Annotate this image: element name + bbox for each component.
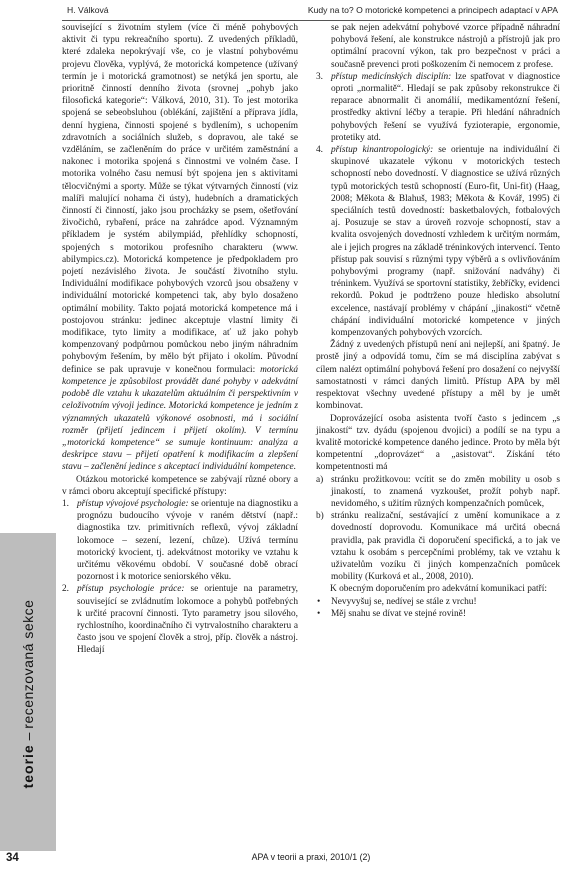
bullet-text: Měj snahu se dívat ve stejné rovině!	[331, 608, 466, 619]
list-letter: a)	[316, 474, 324, 485]
list-number: 4.	[316, 145, 324, 156]
header-rule	[62, 20, 560, 21]
list-item	[316, 71, 560, 144]
bullet-item	[316, 608, 560, 620]
motor-competence-definition: motorická kompetence je způsobilost provádět dané pohyby v adekvátní podobě dle vztahu k ukazatelům aktuálním či perspektivním v celoživotním vývoji jedince. Motorická kompetence je jedním z významných ukazatelů výkonové osobnosti, má i sociální rozměr (přijetí jedincem i přijetí okolím). V termínu „motorická kompetence“ se sumuje kontinuum: analýza a deskripce stavu – přijetí opatření k modifikacím a zlepšení stavu – začlenění jedince s akceptací individuální kompetence.	[62, 364, 298, 473]
section-label-dash: –	[20, 732, 36, 741]
list-letter: b)	[316, 511, 324, 522]
list-item	[316, 474, 560, 511]
list-number: 1.	[62, 498, 70, 509]
page-number: 34	[6, 852, 19, 864]
running-header-title: Kudy na to? O motorické kompetenci a principech adaptací v APA	[307, 5, 558, 15]
approach-list-left	[62, 498, 298, 657]
list-text: se orientuje na diagnostiku a prognózu budoucího vývoje v raném dětství (např.: diagnostika tzv. primitivních reflexů, vývoj základní lokomoce – sezení, lezení, chůze). Užívá termínu motorický kvocient, tj. adekvátnost motoriky ve vztahu k určitému věkovému období. V současné době obrací pozornost i k motorice seniorského věku.	[77, 498, 298, 583]
right-column	[316, 22, 560, 620]
approach-list-right	[316, 71, 560, 339]
list-text: lze spatřovat v diagnostice oproti „normalitě“. Hledají se pak způsoby rekonstrukce či reparace abnormalit či anomálií, medikamentózní řešení, prostředky aktivní léčby a terapie. Při hledání náhradních pohybových řešení se využívá fyzioterapie, ergonomie, protetiky atd.	[331, 71, 560, 143]
left-paragraph-1-text: související s životním stylem (více či méně pohybových aktivit či typu rekreačního sportu). Z uvedených příkladů, které zdaleka nepokrývají vše, co je vlastní pohybovému projevu člověka, vyplývá, že motorická kompetence (užívaný termín je i motorická gramotnost) se netýká jen sportu, ale prioritně činností denního života (srovnej „pohyb jako filosofická kategorie“: Válková, 2010, 31). To jest motorika spojená se sebeobsluhou (oblékání, zajištění a příprava jídla, denní hygiena, činnosti spojené s bydlením), s uchopením zdravotních a sociálních služeb, s dopravou, ale také se vzděláním, se začleněním do práce v určitém zaměstnání a nakonec i motorika spojená s činnostmi ve volném čase. I motorika volného času nemusí být spojena jen s aktivitami tělocvičnými a sporty. Může se týkat výtvarných činností (viz malíři malující nohama či ústy), hudebních a dramatických činností či činností, jako jsou procházky se psem, ošetřování živočichů, rybaření, práce na zahrádce apod. Významným příkladem je systém abilympiád, přehlídky schopností, spojených s motorikou profesního charakteru (www. abilympics.cz). Motorická kompetence je předpokladem pro pojetí nezávislého života. Je součástí životního stylu. Individuální modifikace pohybových vzorců jsou obsaženy v individuální motorické kompetenci tak, aby bylo dosaženo optimální mobility. Takto pojatá motorická kompetence má i postojovou stránku: jedinec akceptuje vlastní limity či modifikace, tyto limity a modifikace, ať už jako pohyb kompenzovaný podpůrnou pomůckou nebo jiným náhradním pohybovým řešením, by mělo být přijato i okolím. Původní definice se pak upravuje v konečnou formulaci:	[62, 23, 298, 375]
bullet-icon: •	[317, 596, 321, 607]
list-number: 2.	[62, 584, 70, 595]
list-item	[62, 498, 298, 583]
journal-footer: APA v teorii a praxi, 2010/1 (2)	[251, 852, 371, 862]
list-text: se orientuje na individuální či skupinové ukazatele výkonu v motorických testech schopností nebo dovedností. V diagnostice se užívá různých typů motorických testů schopností (Euro-fit, Uni-fit) (Haag, 2008; Měkota & Blahuš, 1983; Měkota & Kovář, 1995) či speciálních testů dovedností: basketbalových, fotbalových aj. Posuzuje se stav a úroveň rozvoje schopností, stav a kvalita osvojených dovedností vzhledem k určitým normám, ale i jejich progres na základě tréninkových intervencí. Tento přístup pak souvisí s různými typy výběrů a s ovlivňováním pohybovými programy (např. snižování nadváhy) či tréninkem. Využívá se sportovní statistiky, žebříčky, evidenci rekordů. Pokud je podtrženo pouze hledisko absolutní excelence, nastávají problémy v chápání „jinakosti“ včetně chápání individuální motorické kompetence v jiných kompenzovaných pohybových vzorcích.	[331, 145, 560, 339]
list-term: přístup vývojové psychologie:	[77, 498, 189, 509]
list-item	[316, 144, 560, 339]
list-term: přístup kinantropologický:	[331, 145, 434, 156]
section-label	[17, 535, 39, 853]
list-text: stránku realizační, sestávající z umění komunikace a z dovedností doprovodu. Komunikace má určitá obecná pravidla, pak pravidla či doporučení specifická, a to jak ve vztahu k osobám s percepčními problémy, tak ve vztahu k uživatelům vozíku či jiných kompenzačních pomůcek mobility (Kurková et al., 2008, 2010).	[331, 511, 560, 583]
right-paragraph-recommendations: K obecným doporučením pro adekvátní komunikaci patří:	[330, 584, 547, 595]
section-label-sub: recenzovaná sekce	[20, 599, 36, 729]
list-number: 3.	[316, 71, 324, 82]
bullet-icon: •	[317, 608, 321, 619]
left-column	[62, 22, 298, 657]
running-header-author: H. Válková	[67, 5, 109, 15]
left-paragraph-1	[62, 22, 298, 474]
list-text: se orientuje na parametry, související se zvládnutím lokomoce a pohybů potřebných k určité pracovní činnosti. Tyto parametry jsou silového, rychlostního, koordinačního či vytrvalostního charakteru a často jsou ve spojení člověk a stroj, příp. člověk a nástroj. Hledají	[77, 584, 298, 656]
list-continuation: se pak nejen adekvátní pohybové vzorce případně náhradní pohybová řešení, ale konstrukce nástrojů a přístrojů jak pro optimální pracovní výkon, tak pro bezpečnost v práci a současně prevenci proti poškozením či nemocem z profese.	[331, 23, 560, 70]
recommendations-list	[316, 596, 560, 620]
bullet-text: Nevyvyšuj se, nedívej se stále z vrchu!	[331, 596, 477, 607]
right-paragraph-no-approach: Žádný z uvedených přístupů není ani nejlepší, ani špatný. Je prostě jiný a odpovídá tomu, čím se má disciplína zabývat s cílem nalézt optimální pohybová řešení pro dosažení co nejvyšší samostatnosti v rámci daných limitů. Přístup APA by měl respektovat všechny uvedené přístupy a měl by je umět kombinovat.	[316, 340, 560, 412]
list-item	[62, 583, 298, 656]
list-text: stránku prožitkovou: vcítit se do změn mobility u osob s jinakostí, to znamená vyzkoušet, prožít pohyb např. nevidomého, s užitím různých kompenzačních pomůcek,	[331, 474, 560, 509]
list-term: přístup psychologie práce:	[77, 584, 185, 595]
list-item	[316, 510, 560, 583]
section-label-main: teorie	[20, 744, 36, 789]
left-paragraph-2: Otázkou motorické kompetence se zabývají různé obory a v rámci oboru akceptují specifické přístupy:	[62, 474, 298, 497]
right-paragraph-assistant: Doprovázející osoba asistenta tvoří často s jedincem „s jinakostí“ tzv. dyádu (spojenou dvojici) a podílí se na typu a kvalitě motorické kompetence daného jedince. Proto by měla být kompetentní „doprovázet“ a „asistovat“. Získání této kompetentnosti má	[316, 413, 560, 473]
bullet-item	[316, 596, 560, 608]
competence-aspects-list	[316, 474, 560, 584]
list-term: přístup medicínských disciplín:	[331, 71, 452, 82]
